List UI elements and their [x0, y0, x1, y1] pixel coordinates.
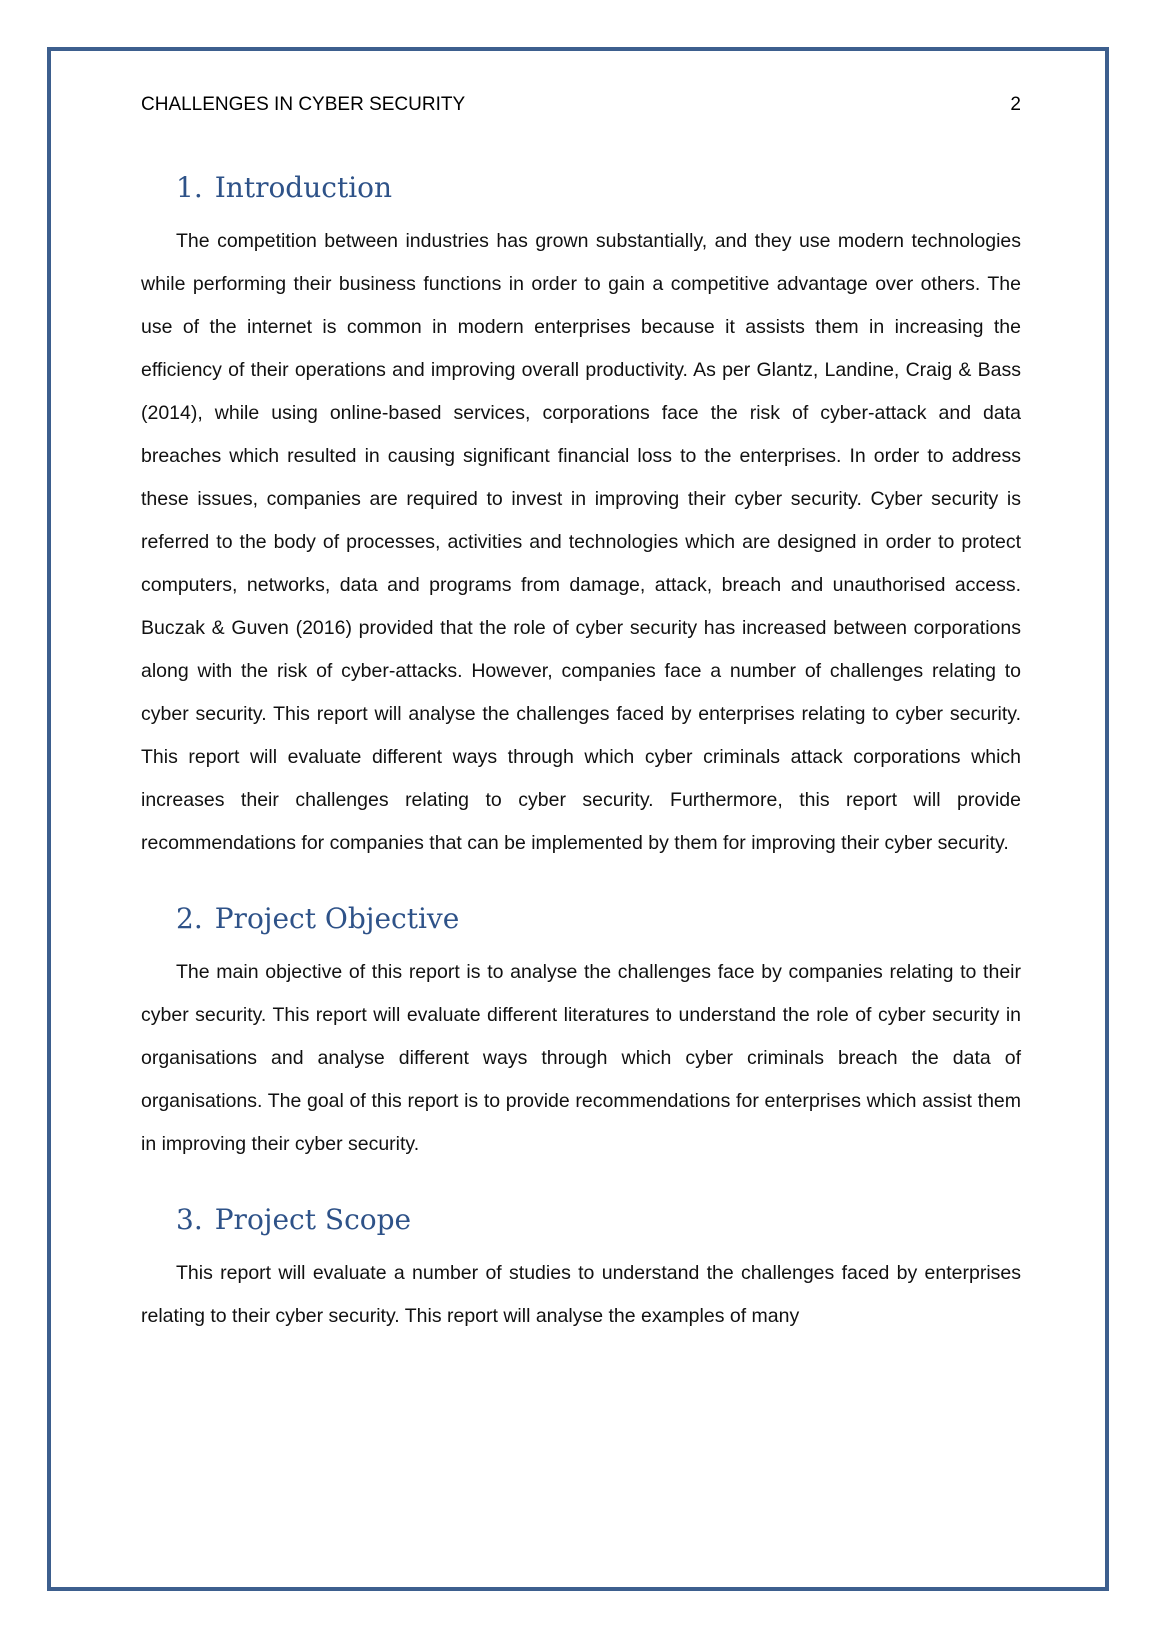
running-header [141, 94, 1021, 116]
section-number: 2. [176, 902, 203, 935]
document-body [141, 170, 1021, 1338]
section-title: Introduction [214, 171, 393, 204]
section-heading-project-scope [176, 1202, 1021, 1238]
section-project-objective [141, 901, 1021, 1166]
section-introduction [141, 170, 1021, 865]
section-paragraph: The competition between industries has grown substantially, and they use modern technologies while performing their business functions in order to gain a competitive advantage over others. The use of the internet is common in modern enterprises because it assists them in increasing the efficiency of their operations and improving overall productivity. As per Glantz, Landine, Craig & Bass (2014), while using online-based services, corporations face the risk of cyber-attack and data breaches which resulted in causing significant financial loss to the enterprises. In order to address these issues, companies are required to invest in improving their cyber security. Cyber security is referred to the body of processes, activities and technologies which are designed in order to protect computers, networks, data and programs from damage, attack, breach and unauthorised access. Buczak & Guven (2016) provided that the role of cyber security has increased between corporations along with the risk of cyber-attacks. However, companies face a number of challenges relating to cyber security. This report will analyse the challenges faced by enterprises relating to cyber security. This report will evaluate different ways through which cyber criminals attack corporations which increases their challenges relating to cyber security. Furthermore, this report will provide recommendations for companies that can be implemented by them for improving their cyber security. [141, 230, 1021, 854]
section-number: 1. [176, 171, 203, 204]
section-paragraph: The main objective of this report is to analyse the challenges face by companies relating to their cyber security. This report will evaluate different literatures to understand the role of cyber security in organisations and analyse different ways through which cyber criminals breach the data of organisations. The goal of this report is to provide recommendations for enterprises which assist them in improving their cyber security. [141, 961, 1021, 1155]
section-paragraph: This report will evaluate a number of studies to understand the challenges faced by enterprises relating to their cyber security. This report will analyse the examples of many [141, 1262, 1021, 1327]
section-heading-introduction [176, 170, 1021, 206]
section-number: 3. [176, 1203, 203, 1236]
section-title: Project Scope [214, 1203, 412, 1236]
section-project-scope [141, 1202, 1021, 1338]
section-heading-project-objective [176, 901, 1021, 937]
section-title: Project Objective [214, 902, 460, 935]
page-number: 2 [1010, 94, 1021, 115]
running-title: CHALLENGES IN CYBER SECURITY [141, 94, 466, 115]
